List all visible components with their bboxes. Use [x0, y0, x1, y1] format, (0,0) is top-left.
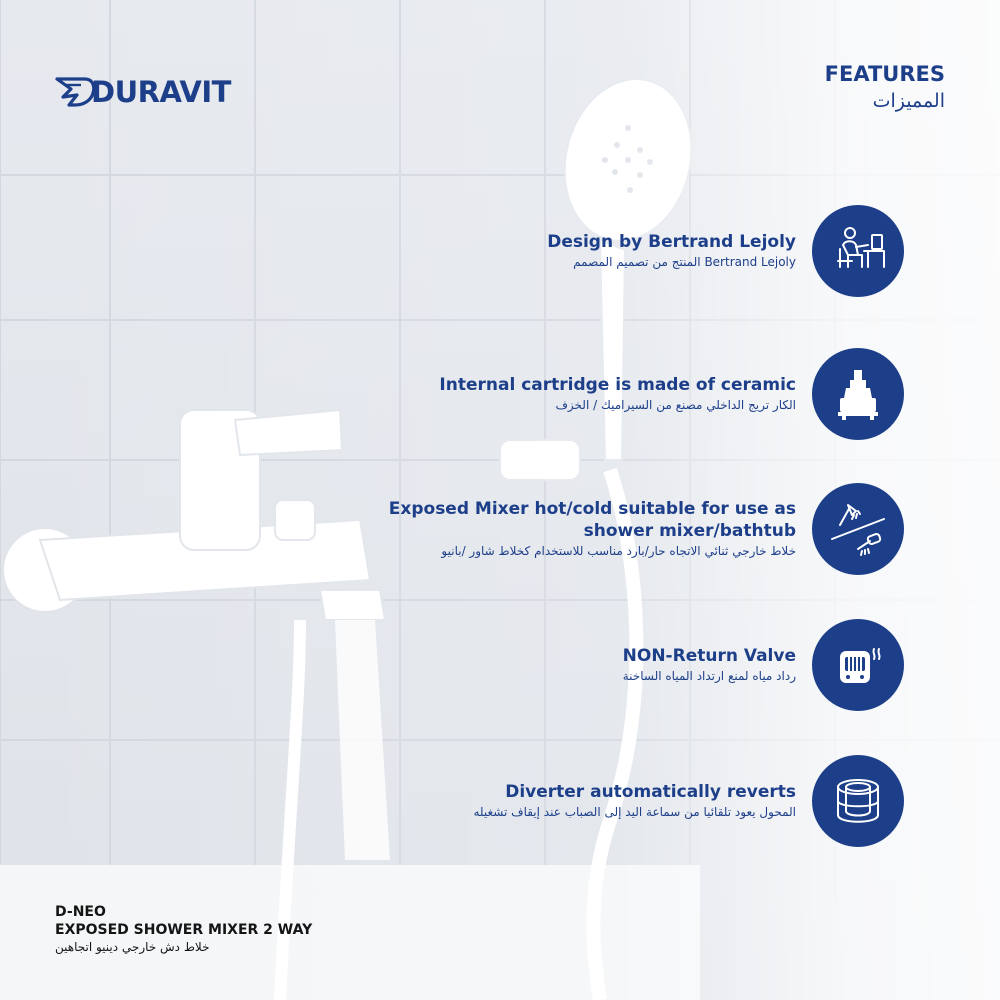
feature-badge [812, 483, 904, 575]
product-name-arabic: خلاط دش خارجي دينيو اتجاهين [55, 940, 210, 954]
feature-title: Design by Bertrand Lejoly [547, 232, 796, 252]
features-title-arabic: المميزات [872, 90, 945, 112]
feature-title-line-2: shower mixer/bathtub [583, 521, 796, 541]
feature-item-exposed-mixer [389, 483, 904, 575]
feature-item-non-return-valve [623, 619, 904, 711]
shower-and-bathtub-icon [828, 499, 888, 559]
feature-text [473, 781, 796, 821]
product-label [55, 903, 312, 956]
brand-logo [55, 72, 240, 112]
feature-text [547, 231, 796, 271]
feature-badge [812, 755, 904, 847]
brand-name: DURAVIT [91, 75, 231, 109]
feature-item-ceramic-cartridge [439, 348, 904, 440]
features-title: FEATURES [824, 62, 945, 86]
feature-badge [812, 205, 904, 297]
features-heading [825, 62, 945, 112]
feature-title: Internal cartridge is made of ceramic [439, 375, 796, 395]
feature-subtitle: المحول يعود تلقائيا من سماعة اليد إلى الصباب عند إيقاف تشغيله [473, 805, 796, 819]
product-name: D-NEO [55, 904, 106, 920]
diverter-cylinder-icon [828, 771, 888, 831]
feature-item-diverter [473, 755, 904, 847]
feature-item-designer [547, 205, 904, 297]
product-type: EXPOSED SHOWER MIXER 2 WAY [55, 922, 313, 938]
feature-text [623, 645, 796, 685]
designer-at-desk-icon [828, 221, 888, 281]
duravit-bird-icon [55, 75, 95, 109]
ceramic-cartridge-icon [828, 364, 888, 424]
feature-badge [812, 348, 904, 440]
feature-subtitle: الكار تريج الداخلي مصنع من السيراميك / الخزف [555, 398, 796, 412]
non-return-valve-icon [828, 635, 888, 695]
feature-subtitle: رداد مياه لمنع ارتداد المياه الساخنة [622, 669, 796, 683]
feature-title: NON-Return Valve [622, 646, 796, 666]
feature-subtitle: المنتج من تصميم المصمم Bertrand Lejoly [573, 255, 796, 269]
feature-text [439, 374, 796, 414]
feature-title: Exposed Mixer hot/cold suitable for use as [388, 499, 796, 519]
feature-badge [812, 619, 904, 711]
feature-title: Diverter automatically reverts [505, 782, 796, 802]
feature-subtitle: خلاط خارجي ثنائي الاتجاه حار/بارد مناسب للاستخدام كخلاط شاور /بانيو [441, 544, 796, 558]
feature-text [389, 498, 796, 560]
